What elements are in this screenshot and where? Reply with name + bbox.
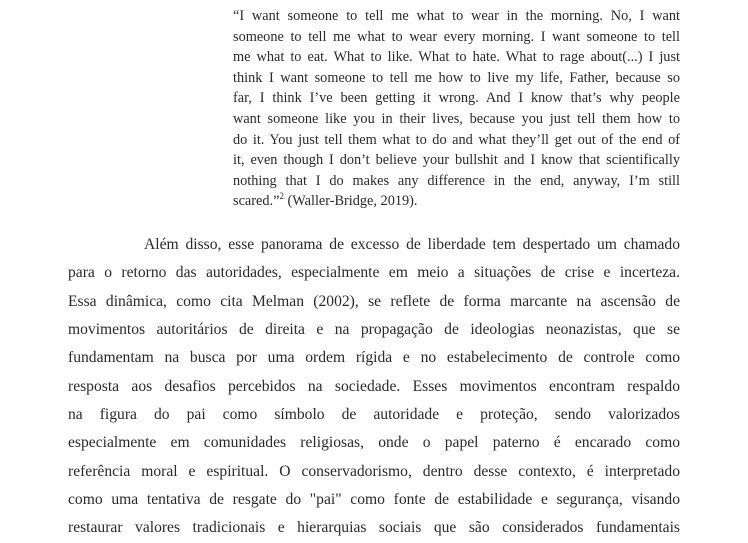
paragraph-line: Essa dinâmica, como cita Melman (2002), se reflete de forma marcante na ascensão de (68, 292, 680, 310)
quote-line: think I want someone to tell me how to live my life, Father, because so (233, 69, 680, 86)
quote-line: nothing that I do makes any difference in the end, anyway, I’m still (233, 172, 680, 189)
paragraph-line: referência moral e espiritual. O conservadorismo, dentro desse contexto, é interpretado (68, 462, 680, 480)
body-paragraph (68, 231, 680, 543)
footnote-reference[interactable]: 2 (279, 191, 284, 202)
quote-last-line (233, 191, 680, 212)
paragraph-line: especialmente em comunidades religiosas, onde o papel paterno é encarado como (68, 434, 680, 452)
paragraph-line: restaurar valores tradicionais e hierarquias sociais que são considerados fundamentais (68, 519, 680, 537)
paragraph-line: Além disso, esse panorama de excesso de liberdade tem despertado um chamado (144, 236, 680, 253)
quote-line: want someone like you in their lives, because you just tell them how to (233, 110, 680, 127)
quote-last-words: scared.” (233, 193, 280, 210)
quote-line: it, even though I don’t believe your bullshit and I know that scientifically (233, 152, 680, 169)
paragraph-line: fundamentam na busca por uma ordem rígida e no estabelecimento de controle como (68, 349, 680, 367)
quote-line: me what to eat. What to like. What to hate. What to rage about(...) I just (233, 49, 680, 66)
paragraph-line: como uma tentativa de resgate do "pai" como fonte de estabilidade e segurança, visando (68, 491, 680, 509)
quote-line: someone to tell me what to wear every morning. I want someone to tell (233, 28, 680, 45)
paragraph-line: movimentos autoritários de direita e na propagação de ideologias neonazistas, que se (68, 321, 680, 339)
quote-line: “I want someone to tell me what to wear in the morning. No, I want (233, 8, 680, 24)
quote-line: do it. You just tell them what to do and what they’ll get out of the end of (233, 131, 680, 148)
paragraph-line: para o retorno das autoridades, especialmente em meio a situações de crise e incerteza. (68, 264, 680, 282)
quote-citation: (Waller-Bridge, 2019). (283, 193, 418, 210)
paragraph-line: resposta aos desafios percebidos na sociedade. Esses movimentos encontram respaldo (68, 377, 680, 395)
paragraph-line: na figura do pai como símbolo de autoridade e proteção, sendo valorizados (68, 406, 680, 424)
quote-line: far, I think I’ve been getting it wrong. And I know that’s why people (233, 90, 680, 107)
block-quote (233, 6, 680, 212)
